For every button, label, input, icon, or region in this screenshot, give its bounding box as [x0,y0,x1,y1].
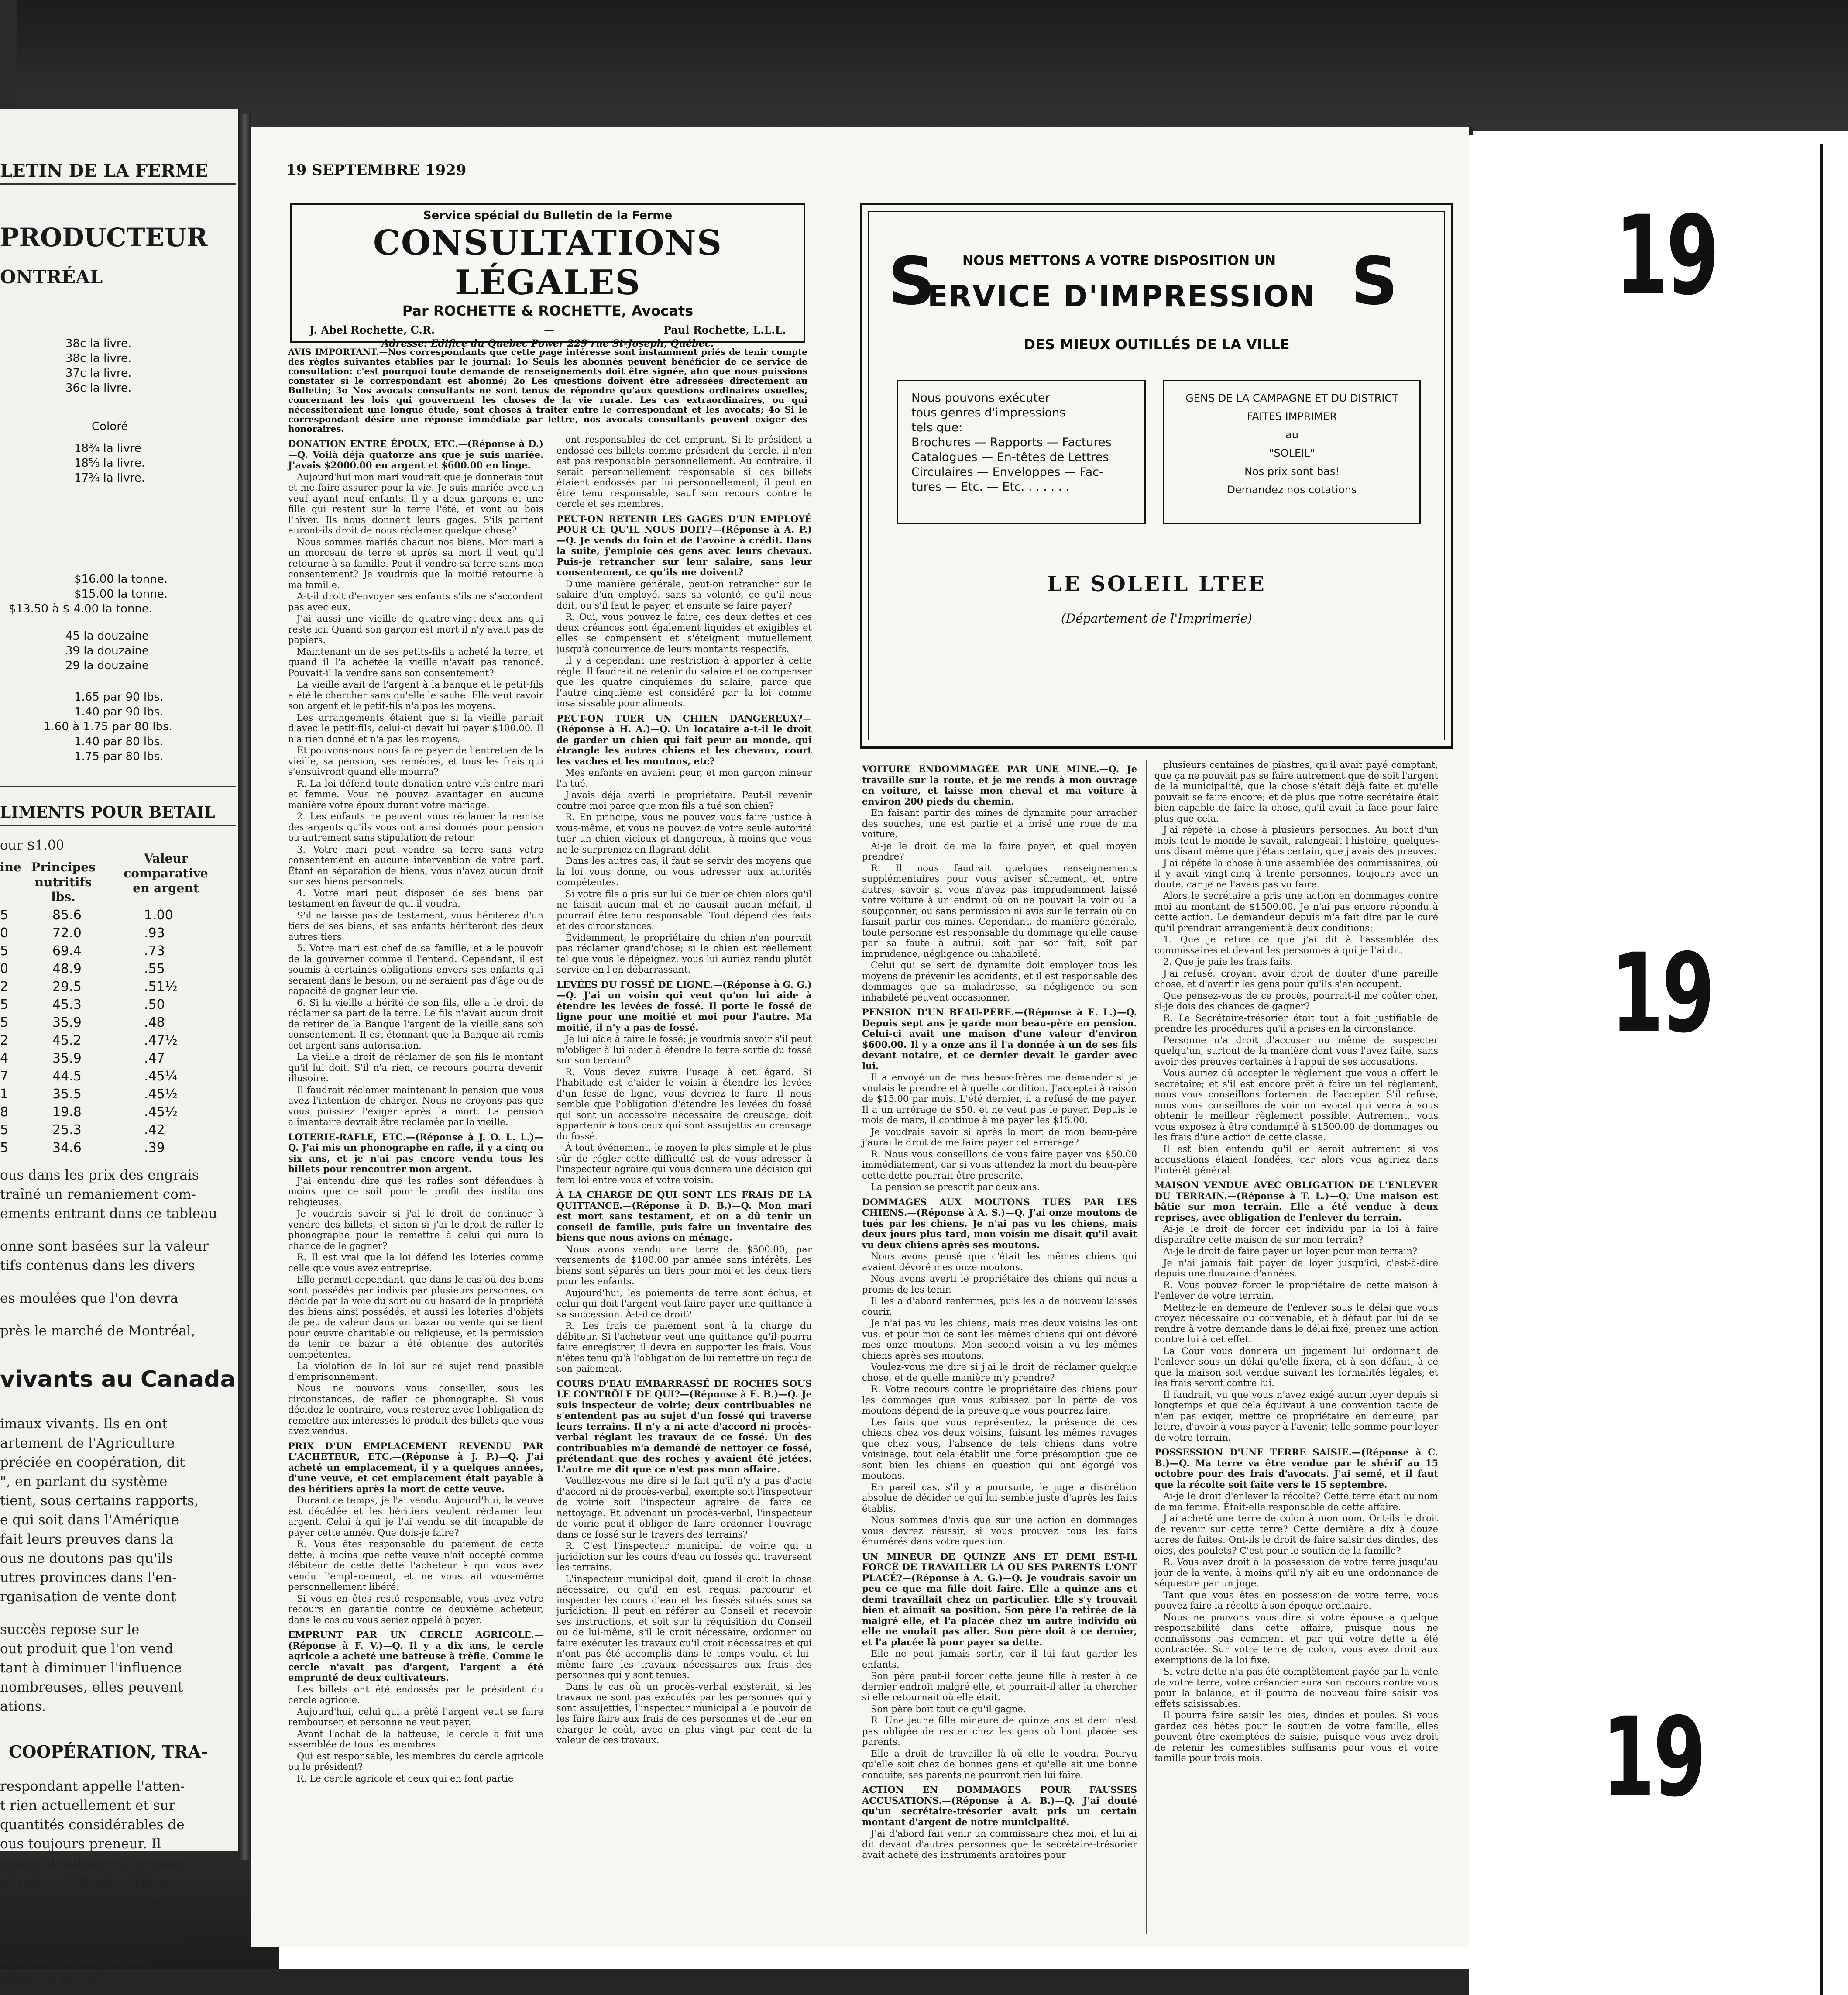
table-header-3: Valeur comparative en argent [124,851,208,895]
question-heading: LOTERIE-RAFLE, ETC.—(Réponse à J. O. L. L.)—Q. J'ai mis un phonographe en rafle, il y a cinq ou six ans, et je n'ai pas encore vendu tous les billets pour rencontrer mon argent. [288,1131,543,1174]
text-line: tant à diminuer l'influence [0,1660,182,1676]
table-cell: 5 [0,908,9,923]
paragraph: Si votre dette n'a pas été complètement payée par la vente de votre terre, votre créancier aura son recours contre vous pour la balance, et il pourra de nouveau faire saisir vos effets saisissables. [1154,1666,1438,1709]
paragraph: Elle ne peut jamais sortir, car il lui faut garder les enfants. [862,1648,1137,1670]
column-4 [1154,760,1438,1765]
text-line: tures — Etc. — Etc. . . . . . . [911,480,1070,494]
table-cell: 1.00 [144,908,173,923]
table-cell: .45¼ [144,1069,178,1084]
question-heading: PEUT-ON RETENIR LES GAGES D'UN EMPLOYÉ POUR CE QU'IL NOUS DOIT?—(Réponse à A. P.)—Q. Je vends du foin et de l'avoine à crédit. Dans la suite, j'emploie ces gens avec leurs chevaux. Puis-je retrancher sur leur salaire, sans leur consentement, ce qu'ils me doivent? [556,513,812,578]
question-heading: UN MINEUR DE QUINZE ANS ET DEMI EST-IL FORCÉ DE TRAVAILLER LÀ OÙ SES PARENTS L'ONT PLACÉ?—(Réponse à A. G.)—Q. Je voudrais savoir un peu ce que ma fille doit faire. Elle a quinze ans et demi travaillait chez un particulier. Elle s'y trouvait bien et aimait sa position. Son père l'a retirée de là malgré elle, et l'a placée chez un autre individu où elle ne voulait pas aller. Son père doit à ce dernier, et l'a placée là pour payer sa dette. [862,1551,1137,1648]
text-line: tifs contenus dans les divers [0,1258,195,1273]
table-cell: 69.4 [52,943,82,959]
table-cell: 4 [0,1051,9,1066]
paragraph: J'ai acheté une terre de colon à mon nom. Ont-ils le droit de revenir sur cette terre? Cette dernière a dix à douze acres de faites. Ont-ils le droit de faire saisir des dindes, des oies, des poulets? C'est pour le soutien de la famille? [1154,1513,1438,1556]
paragraph: R. Vous avez droit à la possession de votre terre jusqu'au jour de la vente, à moins qu'il n'y ait eu une ordonnance de séquestre par un juge. [1154,1557,1438,1589]
lawyer-name-1: J. Abel Rochette, C.R. [309,323,435,336]
left-rule [0,825,236,826]
text-line: artement de l'Agriculture [0,1435,175,1451]
lawyer-names [292,323,804,336]
ad-contact-lines [1173,389,1411,499]
service-label: Service spécial du Bulletin de la Ferme [423,209,673,222]
text-line: ous dans les prix des engrais [0,1167,199,1183]
left-rule [0,183,236,185]
text-line: s du lac St-Jean et du [0,1951,146,1967]
text-line: fait leurs preuves dans la [0,1531,174,1547]
text-line [0,1606,199,1620]
left-heading-montreal: ONTRÉAL [0,266,103,288]
paragraph: Durant ce temps, je l'ai vendu. Aujourd'hui, la veuve est décédée et les héritiers veulent réclamer leur argent. Celui à qui je l'ai vendu se dit incapable de payer cette année. Que dois-je faire? [288,1495,543,1538]
paragraph: La violation de la loi sur ce sujet rend passible d'emprisonnement. [288,1361,543,1382]
question-heading: LEVÉES DU FOSSÉ DE LIGNE.—(Réponse à G. G.)—Q. J'ai un voisin qui veut qu'on lui aide à étendre les levées de fossé. Il porte le fossé de ligne pour une moitié et moi pour l'autre. Ma moitié, il n'y a pas de fossé. [556,979,812,1033]
paragraph: Elle permet cependant, que dans le cas où des biens sont possédés par indivis par plusieurs personnes, on décide par la voie du sort ou du hasard de la propriété des biens ainsi possédés, et aussi les loteries d'objets de peu de valeur dans un bazar ou vente qui se tient pour œuvre charitable ou religieuse, et la permission de tenir ce bazar a été obtenue des autorités compétentes. [288,1274,543,1360]
paragraph: Il les a d'abord renfermés, puis les a de nouveau laissés courir. [862,1296,1137,1317]
left-running-head: LETIN DE LA FERME [0,161,208,181]
text-line: GENS DE LA CAMPAGNE ET DU DISTRICT [1185,392,1398,404]
text-line: "SOLEIL" [1269,447,1315,459]
table-cell: 85.6 [52,908,82,923]
text-line: Demandez nos cotations [1227,484,1357,496]
paragraph: 1. Que je retire ce que j'ai dit à l'assemblée des commissaires et devant les personnes à qui je l'ai dit. [1154,934,1438,956]
paragraph: R. Oui, vous pouvez le faire, ces deux dettes et ces deux créances sont également liquides et exigibles et elles se compensent et s'éteignent mutuellement jusqu'à concurrence de leurs montants respectifs. [556,612,812,654]
table-cell: .42 [144,1122,165,1138]
paragraph: Ai-je le droit de faire payer un loyer pour mon terrain? [1163,1246,1418,1256]
paragraph: Si vous en êtes resté responsable, vous avez votre recours en garantie contre ce deuxième acheteur, dans le cas où vous seriez appelé à payer. [288,1593,543,1625]
table-cell: .45½ [144,1087,178,1102]
paragraph: J'ai entendu dire que les rafles sont défendues à moins que ce soit pour le profit des institutions religieuses. [288,1175,543,1207]
table-cell: 35.9 [52,1015,82,1030]
paragraph: D'une manière générale, peut-on retrancher sur le salaire d'un employé, sans sa volonté, ce qu'il nous doit, ou s'il faut le payer, et ensuite se faire payer? [556,578,812,611]
paragraph: R. Vous pouvez forcer le propriétaire de cette maison à l'enlever de votre terrain. [1154,1280,1438,1301]
main-page [251,127,1469,1947]
price-line: 1.60 à 1.75 par 80 lbs. [44,720,172,733]
paragraph: Il pourra faire saisir les oies, dindes et poules. Si vous gardez ces bêtes pour le soutien de votre famille, elles peuvent être exemptées de saisie, puisque vous avez droit de retenir les comestibles suffisants pour vous et votre famille pour trois mois. [1154,1710,1438,1763]
text-line: près le marché de Montréal, [0,1323,196,1339]
question-heading: MAISON VENDUE AVEC OBLIGATION DE L'ENLEVER DU TERRAIN.—(Réponse à T. L.)—Q. Une maison est bâtie sur mon terrain. Elle a été vendue à deux reprises, avec obligation de l'enlever du terrain. [1154,1180,1438,1223]
text-line: onne sont basées sur la valeur [0,1238,209,1254]
paragraph: J'ai aussi une vieille de quatre-vingt-deux ans qui reste ici. Quand son garçon est mort il n'y avait pas de papiers. [288,613,543,645]
price-line: 37c la livre. [65,367,132,380]
aliments-title: LIMENTS POUR BETAIL [0,803,215,822]
text-line: Nos prix sont bas! [1244,465,1340,478]
table-cell: 8 [0,1104,9,1120]
text-line: utres provinces dans l'en- [0,1570,177,1586]
text-line: tient, sous certains rapports, [0,1493,199,1509]
text-line: préciée en coopération, dit [0,1455,185,1470]
paragraph: Si votre fils a pris sur lui de tuer ce chien alors qu'il ne faisait aucun mal et ne causait aucun méfait, il pourrait être tenu responsable. Tout dépend des faits et des circonstances. [556,888,812,931]
paragraph: Les billets ont été endossés par le président du cercle agricole. [288,1684,543,1705]
paragraph: La Cour vous donnera un jugement lui ordonnant de l'enlever sous un délai qu'elle fixera, et à son défaut, à ce que la maison soit vendue suivant les formalités légales; et les frais seront contre lui. [1154,1345,1438,1388]
paragraph: Alors le secrétaire a pris une action en dommages contre moi au montant de $1500.00. Je n'ai pas encore répondu à cette action. Le demandeur depuis m'a fait dire par le curé qu'il prendrait arrangement à deux conditions: [1154,891,1438,933]
left-partial-page [0,109,240,1986]
ad-big-s-left: S [888,244,936,320]
table-cell: 44.5 [52,1069,82,1084]
paragraph: Les arrangements étaient que si la vieille partait d'avec le petit-fils, celui-ci devait lui payer $100.00. Il n'a rien donné et n'a pas les moyens. [288,712,543,744]
text-line: out produit que l'on vend [0,1641,173,1657]
table-cell: 19.8 [52,1104,82,1120]
important-notice: AVIS IMPORTANT.—Nos correspondants que cette page intéresse sont instamment priés de tenir compte des règles suivantes établies par le journal: 1o Seuls les abonnés peuvent bénéficier de ce service de consultation: c'est pourquoi toute demande de renseignements doit être signée, afin que nous puissions constater si le correspondant est abonné; 2o Les questions doivent être adressées directement au Bulletin; 3o Nos avocats consultants ne sont tenus de répondre qu'aux questions ordinaires usuelles, concernant les lois qui gouvernent les choses de la vie rurale. Les cas extraordinaires, ou qui nécessiteraient une longue étude, sont choses à traiter entre le correspondant et les avocats; 4o Si le correspondant désire une réponse immédiate par lettre, nos avocats consultants peuvent exiger des honoraires. [288,347,807,434]
paragraph: L'inspecteur municipal doit, quand il croit la chose nécessaire, ou qu'il en est requis, parcourir et inspecter les cours d'eau et les fossés situés sous sa juridiction. Il peut en référer au Conseil et recevoir ses instructions, et soit sur la réquisition du Conseil ou de lui-même, s'il le croit nécessaire, ordonner ou faire exécuter les travaux qu'il croit nécessaires et qui n'ont pas été accomplis dans le temps voulu, et lui-même faire les travaux nécessaires aux frais des personnes qui y sont tenues. [556,1573,812,1680]
text-line: t rien actuellement et sur [0,1798,175,1813]
paragraph: 5. Votre mari est chef de sa famille, et a le pouvoir de la gouverner comme il l'entend. Cependant, il est soumis à certaines obligations envers ses enfants qui seraient dans le besoin, ou ne seraient pas d'âge ou de capacité de gagner leur vie. [288,943,543,996]
price-line: 38c la livre. [65,337,132,350]
text-line: ations. [0,1699,46,1714]
column-3 [862,760,1137,1861]
table-cell: .47½ [144,1033,178,1048]
frame-border-line [1820,144,1823,1995]
table-cell: .55 [144,961,165,977]
text-line: it ainsi facilement doubler [0,1932,181,1948]
paragraph: Son père peut-il forcer cette jeune fille à rester à ce dernier endroit malgré elle, et pourrait-il aller la chercher si elle retournait où elle était. [862,1671,1137,1703]
price-list-3 [9,572,168,616]
paragraph: Il a envoyé un de mes beaux-frères me demander si je voulais le prendre et à quelle condition. J'acceptai à raison de $15.00 par mois. L'été dernier, il a refusé de me payer. Il a un arrérage de $50. et ne veut pas le payer. Depuis le mois de mars, il continue à me payer les $15.00. [862,1072,1137,1125]
paragraph: 6. Si la vieille a hérité de son fils, elle a le droit de réclamer sa part de la terre. Le fils n'avait aucun droit de retirer de la Banque l'argent de la vieille sans son consentement. Il est étonnant que la Banque ait remis cet argent sans autorisation. [288,997,543,1051]
lawyer-name-2: Paul Rochette, L.L.L. [663,323,786,336]
paragraph: Veuillez-vous me dire si le fait qu'il n'y a pas d'acte d'accord ni de procès-verbal, exempte soit l'inspecteur de voirie soit l'inspecteur agraire de faire ce nettoyage. Et advenant un procès-verbal, l'inspecteur de voirie peut-il obliger de faire ordonner l'ouvrage dans ce fossé sur le travers des terrains? [556,1476,812,1540]
table-cell: 7 [0,1069,9,1084]
paragraph: En pareil cas, s'il y a poursuite, le juge a discrétion absolue de décider ce qui lui semble juste d'après les faits établis. [862,1482,1137,1514]
price-list-4 [65,629,149,673]
paragraph: Aujourd'hui mon mari voudrait que je donnerais tout et me faire assurer pour la vie. Je suis mariée avec un veuf ayant neuf enfants. Il y a deux garçons et une fille qui restent sur la terre l'été, et vont au bois l'hiver. Ils nous donnent leurs gages. S'ils partent auront-ils droit de nous réclamer quelque chose? [288,471,543,536]
frame-number-middle: 19 [1611,930,1714,1057]
paragraph: Nous avons vendu une terre de $500.00, par versements de $100.00 par année sans intérêts. Les biens sont séparés un tiers pour moi et les deux tiers pour les enfants. [556,1244,812,1286]
table-cell: .50 [144,997,165,1012]
paragraph: R. Une jeune fille mineure de quinze ans et demi n'est pas obligée de rester chez les gens où l'ont placée ses parents. [862,1715,1137,1747]
text-line: nombreuses, elles peuvent [0,1679,183,1695]
paragraph: R. Le Secrétaire-trésorier était tout à fait justifiable de prendre les procédures qu'il a prises en la circonstance. [1154,1012,1438,1034]
question-heading: ACTION EN DOMMAGES POUR FAUSSES ACCUSATIONS.—(Réponse à A. B.)—Q. J'ai douté qu'un secrétaire-trésorier avait pris un certain montant d'argent de notre municipalité. [862,1784,1137,1827]
table-cell: .39 [144,1140,165,1156]
table-cell: .51½ [144,979,178,994]
company-department: (Département de l'Imprimerie) [1061,611,1252,626]
paragraph: Je n'ai jamais fait payer de loyer jusqu'ici, c'est-à-dire depuis une douzaine d'années. [1154,1257,1438,1279]
paragraph: Mes enfants en avaient peur, et mon garçon mineur l'a tué. [556,767,812,789]
table-cell: 72.0 [52,925,82,941]
price-line: 1.40 par 90 lbs. [74,705,164,719]
paragraph: Il faudrait, vu que vous n'avez exigé aucun loyer depuis si longtemps et que cela équivaut à une convention tacite de n'en pas exiger, mettre ce propriétaire en demeure, par lettre, d'avoir à vous payer à l'avenir, telle somme pour loyer de votre terrain. [1154,1389,1438,1443]
price-line: $13.50 à $ 4.00 la tonne. [9,602,153,616]
table-cell: .73 [144,943,165,959]
paragraph: Celui qui se sert de dynamite doit employer tous les moyens de prévenir les accidents, et il est responsable des dommages que sa maladresse, sa négligence ou son inhabileté peuvent occasionner. [862,960,1137,1003]
paragraph: Nous sommes d'avis que sur une action en dommages vous devrez réussir, si vous prouvez tous les faits énumérés dans votre question. [862,1515,1137,1547]
paragraph: Dans le cas où un procès-verbal existerait, si les travaux ne sont pas exécutés par les personnes qui y sont assujetties, l'inspecteur municipal a le pouvoir de les faire faire aux frais de ces personnes et de leur en charger le coût, avec en plus vingt par cent de la valeur de ces travaux. [556,1681,812,1745]
vivants-text [0,1414,199,1716]
paragraph: 3. Votre mari peut vendre sa terre sans votre consentement en aucune intervention de votre part. Étant en séparation de biens, vous n'avez aucun droit sur ses biens personnels. [288,844,543,887]
table-cell: .93 [144,925,165,941]
name-separator: — [544,323,555,336]
paragraph: Avant l'achat de la batteuse, le cercle a fait une assemblée de tous les membres. [288,1728,543,1750]
paragraph: plusieurs centaines de piastres, qu'il avait payé comptant, que ça ne pouvait pas se faire autrement que de soit l'argent de la municipalité, que la chose s'était déjà faite et qu'elle pouvait se faire encore; et de plus que notre secrétaire était bien capable de faire la chose, qu'il avait la face pour faire plus que cela. [1154,760,1438,824]
text-line: pération délicate, évidem- [0,1875,179,1890]
table-header-2: Principes nutritifs lbs. [31,860,96,904]
price-line: 1.75 par 80 lbs. [74,750,164,763]
ad-services-lines [911,391,1131,495]
paragraph: Ai-je le droit de me la faire payer, et quel moyen prendre? [862,840,1137,862]
table-cell: 2 [0,979,9,994]
paragraph: Mettez-le en demeure de l'enlever sous le délai que vous croyez nécessaire ou convenable, et à défaut par lui de se rendre à votre demande dans le délai fixé, prenez une action contre lui à cet effet. [1154,1302,1438,1345]
paragraph: Voulez-vous me dire si j'ai le droit de réclamer quelque chose, et de quelle manière m'y prendre? [862,1362,1137,1383]
ad-top-line: NOUS METTONS A VOTRE DISPOSITION UN [962,253,1276,268]
question-heading: DOMMAGES AUX MOUTONS TUÉS PAR LES CHIENS.—(Réponse à A. S.)—Q. J'ai onze moutons de tués par les chiens. Je n'ai pas vu les chiens, mais deux jours plus tard, mon voisin me disait qu'il avait vu deux chiens après ses moutons. [862,1196,1137,1250]
paragraph: Il y a cependant une restriction à apporter à cette règle. Il faudrait ne retenir du salaire et ne compenser que les quatre cinquièmes du salaire, parce que l'autre cinquième est considéré par la loi comme insaisissable pour aliments. [556,655,812,709]
table-cell: .47 [144,1051,165,1066]
printing-service-ad [860,203,1453,749]
ad-big-s-right: S [1351,244,1398,320]
ad-services-box [897,380,1146,524]
paragraph: Je voudrais savoir si après la mort de mon beau-père j'aurai le droit de me faire payer cet arrérage? [862,1126,1137,1148]
ad-subtitle: DES MIEUX OUTILLÉS DE LA VILLE [1024,336,1290,353]
price-list-1 [65,336,131,396]
frame-number-bottom: 19 [1602,1694,1705,1821]
price-list-5 [9,690,172,764]
paragraph: J'ai répété la chose à une assemblée des commissaires, où il y avait vingt-cinq à trente personnes, toujours avec un doute, car je ne l'avais pas vu faire. [1154,857,1438,890]
paragraph: R. Votre recours contre le propriétaire des chiens pour les dommages que vous subissez par la perte de vos moutons dépend de la preuve que vous pourrez faire. [862,1384,1137,1416]
paragraph: R. Nous vous conseillons de vous faire payer vos $50.00 immédiatement, car si vous attendez la mort du beau-père cette dette pourrait être prescrite. [862,1149,1137,1181]
table-cell: 5 [0,1015,9,1030]
paragraph: J'ai refusé, croyant avoir droit de douter d'une pareille chose, et d'avertir les gens pour qu'ils s'en occupent. [1154,968,1438,989]
text-line: ements entrant dans ce tableau [0,1206,217,1221]
table-cell: 45.3 [52,997,82,1012]
price-line: 29 la douzaine [65,659,149,672]
paragraph: Évidemment, le propriétaire du chien n'en pourrait pas réclamer grand'chose; si le chien est réellement tel que vous le dépeignez, vous lui auriez rendu plutôt service en l'en débarrassant. [556,932,812,975]
paragraph: R. Il nous faudrait quelques renseignements supplémentaires pour vous aviser sûrement, et, entre autres, savoir si vous n'avez pas imprudemment laissé votre voiture à un endroit où on ne pouvait la voir ou la soupçonner, ou sans permission ni avis sur le terrain où on faisait partir ces mines. Cependant, de manière générale, toute personne est responsable du dommage qu'elle cause par sa faute à autrui, soit par son fait, soit par imprudence, négligence ou inhabileté. [862,863,1137,959]
paragraph: Vous auriez dû accepter le règlement que vous a offert le secrétaire; et s'il est encore prêt à faire un tel règlement, nous vous conseillons fortement de l'accepter. S'il refuse, nous vous conseillons de voir un avocat qui verra à vous obtenir le meilleur règlement possible. Autrement, vous vous exposez à être condamné à $1500.00 de dommages ou les frais d'une action de cette classe. [1154,1068,1438,1142]
text-line: tels que: [911,421,963,434]
table-cell: 29.5 [52,979,82,994]
question-heading: PENSION D'UN BEAU-PÈRE.—(Réponse à E. L.)—Q. Depuis sept ans je garde mon beau-père en pension. Celui-ci avait une maison d'une valeur d'environ $600.00. Il y a onze ans il l'a donnée à un de ses fils devant notaire, et ce dernier devait le garder avec lui. [862,1007,1137,1071]
text-line: respondant appelle l'atten- [0,1778,185,1794]
text-line: ans doute, par des experts [0,1894,182,1909]
paragraph: Les faits que vous représentez, la présence de ces chiens chez vos deux voisins, faisant les mêmes ravages que chez vous, l'absence de tels chiens dans votre voisinage, tout cela établit une forte présomption que ce sont bien les chiens en question qui ont égorgé vos moutons. [862,1417,1137,1481]
paragraph: J'ai répété la chose à plusieurs personnes. Au bout d'un mois tout le monde le savait, ralongeait l'histoire, quelques-uns disant même que j'étais certain, que j'avais des preuves. [1154,825,1438,856]
text-line: l'exploitation forestière et [0,1913,179,1929]
text-line: succès repose sur le [0,1622,140,1637]
text-line: Catalogues — En-têtes de Lettres [911,451,1109,464]
text-line: enses étendues où ne pous- [0,1855,189,1871]
paragraph: Dans les autres cas, il faut se servir des moyens que la loi vous donne, ou vous adresser aux autorités compétentes. [556,856,812,887]
table-cell: 5 [0,1140,9,1156]
text-line: ndier ce projet. [0,1971,106,1986]
paragraph: Je lui aide à faire le fossé; je voudrais savoir s'il peut m'obliger à lui aider à étendre la terre sortie du fossé sur son terrain? [556,1034,812,1066]
question-heading: EMPRUNT PAR UN CERCLE AGRICOLE.—(Réponse à F. V.)—Q. Il y a dix ans, le cercle agricole a acheté une batteuse à trèfle. Comme le cercle n'avait pas d'argent, l'argent a été emprunté de deux cultivateurs. [288,1629,543,1683]
question-heading: POSSESSION D'UNE TERRE SAISIE.—(Réponse à C. B.)—Q. Ma terre va être vendue par le shérif au 15 octobre pour des frais d'avocats. J'ai semé, et il faut que la récolte soit faite vers le 15 septembre. [1154,1447,1438,1490]
paragraph: La vieille a droit de réclamer de son fils le montant qu'il lui doit. S'il n'a rien, ce recours pourra devenir illusoire. [288,1052,543,1083]
text-line: imaux vivants. Ils en ont [0,1416,168,1432]
paragraph: Nous avons averti le propriétaire des chiens qui nous a promis de les tenir. [862,1273,1137,1295]
price-line: 45 la douzaine [65,629,149,643]
price-list-2 [74,441,145,485]
table-cell: 0 [0,925,9,941]
paragraph: Nous avons pensé que c'était les mêmes chiens qui avaient dévoré mes onze moutons. [862,1251,1137,1273]
frame-number-top: 19 [1615,192,1718,319]
paragraph: Nous ne pouvons vous conseiller, sous les circonstances, de rafler ce phonographe. Si vous décidez le contraire, vous resterez avec l'obligation de remettre aux intéressés le produit des billets que vous avez vendus. [288,1383,543,1436]
text-line: ", en parlant du système [0,1474,168,1489]
question-heading: VOITURE ENDOMMAGÉE PAR UNE MINE.—Q. Je travaille sur la route, et je me rends à mon ouvrage en voiture, et laisse mon cheval et ma voiture à environ 200 pieds du chemin. [862,764,1137,807]
vivants-title: vivants au Canada [0,1366,236,1393]
text-line [0,1223,217,1237]
table-cell: 35.9 [52,1051,82,1066]
notes-block [0,1166,217,1341]
question-heading: COURS D'EAU EMBARRASSÉ DE ROCHES SOUS LE CONTRÔLE DE QUI?—(Réponse à E. B.)—Q. Je suis inspecteur de voirie; deux contribuables ne s'entendent pas au sujet d'un fossé qui traverse leurs terrains. Il n'y a ni acte d'accord ni procès-verbal réglant les travaux de ce fossé. Un des contribuables m'a demandé de nettoyer ce fossé, prétendant que des roches y avaient été jetées. L'autre me dit que ce n'est pas mon affaire. [556,1378,812,1475]
table-cell: 5 [0,943,9,959]
paragraph: ont responsables de cet emprunt. Si le président a endossé ces billets comme président du cercle, il n'en est pas responsable personnellement. Au contraire, il serait personnellement responsable si ces billets étaient endossés par lui personnellement; il peut en être tenu responsable, sauf son recours contre le cercle et ses membres. [556,434,812,509]
paragraph: R. La loi défend toute donation entre vifs entre mari et femme. Vous ne pouvez avantager en aucune manière votre époux durant votre mariage. [288,778,543,810]
table-cell: 1 [0,1087,9,1102]
text-line: ous toujours preneur. Il [0,1836,161,1852]
paragraph: R. Le cercle agricole et ceux qui en font partie [297,1773,514,1784]
paragraph: A-t-il droit d'envoyer ses enfants s'ils ne s'accordent pas avec eux. [288,591,543,612]
question-heading: DONATION ENTRE ÉPOUX, ETC.—(Réponse à D.)—Q. Voilà déjà quatorze ans que je suis mariée. J'avais $2000.00 en argent et $600.00 en linge. [288,438,543,471]
table-cell: 5 [0,1122,9,1138]
film-border-bottom [0,1969,1484,1995]
price-line: $16.00 la tonne. [74,573,168,586]
text-line: traîné un remaniement com- [0,1187,196,1202]
paragraph: À tout événement, le moyen le plus simple et le plus sûr de régler cette difficulté est de vous adresser à l'inspecteur agraire qui vous donnera une décision qui fera loi entre vous et votre voisin. [556,1142,812,1185]
text-line: Brochures — Rapports — Factures [911,436,1112,449]
film-border-top [0,0,1848,131]
column-rule [1146,760,1147,1934]
table-header-1: ine [0,860,21,874]
price-line: 38c la livre. [65,352,132,365]
paragraph: Que pensez-vous de ce procès, pourrait-il me coûter cher, si-je dois des chances de gagner? [1154,990,1438,1011]
consultations-title: CONSULTATIONS LÉGALES [373,223,723,303]
paragraph: S'il ne laisse pas de testament, vous hériterez d'un tiers de ses biens, et ses enfants hériteront des deux autres tiers. [288,910,543,942]
text-line: FAITES IMPRIMER [1247,410,1337,423]
paragraph: Elle a droit de travailler là où elle le voudra. Pourvu qu'elle soit chez de bonnes gens et qu'elle ait une bonne conduite, ses parents ne pourront rien lui faire. [862,1748,1137,1780]
table-cell: 35.5 [52,1087,82,1102]
paragraph: 4. Votre mari peut disposer de ses biens par testament en faveur de qui il voudra. [288,887,543,909]
text-line: quantités considérables de [0,1817,185,1833]
paragraph: Et pouvons-nous nous faire payer de l'entretien de la vieille, sa pension, ses remèdes, et tous les frais qui s'ensuivront quand elle mourra? [288,745,543,777]
lawyer-address: Adresse: Edifice du Quebec Power 229 rue St-Joseph, Québec. [381,338,714,349]
text-line: Circulaires — Enveloppes — Fac- [911,465,1103,479]
paragraph: En faisant partir des mines de dynamite pour arracher des souches, une est partie et a brisé une roue de ma voiture. [862,808,1137,839]
text-line [0,1275,217,1289]
price-line: 1.40 par 80 lbs. [74,735,164,748]
paragraph: 2. Les enfants ne peuvent vous réclamer la remise des argents qu'ils vous ont ainsi donnés pour pension ou autrement sans stipulation de retour. [288,811,543,843]
paragraph: R. C'est l'inspecteur municipal de voirie qui a juridiction sur les cours d'eau ou fossés qui traversent les terrains. [556,1541,812,1572]
table-cell: 48.9 [52,961,82,977]
price-line: 39 la douzaine [65,644,149,657]
question-heading: À LA CHARGE DE QUI SONT LES FRAIS DE LA QUITTANCE.—(Réponse à D. B.)—Q. Mon mari est mort sans testament, et on a dû tenir un conseil de famille, puis faire un inventaire des biens que nous avions en ménage. [556,1189,812,1243]
text-line: rganisation de vente dont [0,1589,176,1605]
ad-service-word: ERVICE D'IMPRESSION [927,279,1316,314]
table-cell: .48 [144,1015,165,1030]
price-line: 18⅝ la livre. [74,457,145,470]
left-rule [0,786,236,787]
ad-contact-box [1163,380,1421,524]
table-cell: .45½ [144,1104,178,1120]
table-cell: 0 [0,961,9,977]
paragraph: La vieille avait de l'argent à la banque et le petit-fils a été le chercher sans qu'elle le sache. Elle veut ravoir son argent et le petit-fils n'a pas les moyens. [288,679,543,711]
price-line: 1.65 par 90 lbs. [74,691,164,704]
text-line: ous ne doutons pas qu'ils [0,1551,173,1566]
cooperation-text [0,1777,189,1988]
text-line: e qui soit dans l'Amérique [0,1512,179,1528]
table-cell: 25.3 [52,1122,82,1138]
paragraph: R. Vous êtes responsable du paiement de cette dette, à moins que cette veuve n'ait accepté comme débiteur de cette dette l'acheteur à qui vous avez vendu l'emplacement, et ne vous ait vous-même personnellement libéré. [288,1539,543,1592]
paragraph: Qui est responsable, les membres du cercle agricole ou le président? [288,1751,543,1772]
paragraph: Je voudrais savoir si j'ai le droit de continuer à vendre des billets, et sinon si j'ai le droit de rafler le phonographe pour le remettre à celui qui aura la chance de le gagner? [288,1208,543,1251]
paragraph: R. Il est vrai que la loi défend les loteries comme celle que vous avez entreprise. [288,1252,543,1273]
paragraph: Maintenant un de ses petits-fils a acheté la terre, et quand il l'a achetée la vieille n'avait pas renoncé. Pouvait-il la vendre sans son consentement? [288,646,543,678]
price-line: 18¾ la livre [74,442,141,455]
price-line: 36c la livre. [65,382,132,395]
paragraph: Nous sommes mariés chacun nos biens. Mon mari a un morceau de terre et après sa mort il veut qu'il retourne à sa famille. Peut-il vendre sa terre sans mon consentement? Je voudrais que la moitié retourne à ma famille. [288,537,543,590]
price-line: $15.00 la tonne. [74,588,168,601]
text-line [0,1308,217,1321]
text-line: es moulées que l'on devra [0,1290,179,1306]
column-1 [288,434,543,1785]
column-2 [556,434,812,1747]
table-cell: 2 [0,1033,9,1048]
paragraph: R. Les frais de paiement sont à la charge du débiteur. Si l'acheteur veut une quittance qu'il pourra faire enregistrer, il devra en supporter les frais. Vous n'êtes tenu qu'à l'obligation de lui remettre un reçu de son paiement. [556,1321,812,1374]
paragraph: Aujourd'hui, celui qui a prêté l'argent veut se faire rembourser, et personne ne veut payer. [288,1706,543,1727]
paragraph: J'ai d'abord fait venir un commissaire chez moi, et lui ai dit devant d'autres personnes que le secrétaire-trésorier avait acheté des instruments aratoires pour [862,1828,1137,1860]
cooperation-title: COOPÉRATION, TRA- [9,1742,208,1761]
page-date-header: 19 SEPTEMBRE 1929 [286,162,467,179]
price-label-colore: Coloré [92,420,128,433]
table-cell: 5 [0,997,9,1012]
consultations-header-box [290,203,805,349]
company-name: LE SOLEIL LTEE [1047,572,1266,596]
paragraph: Aujourd'hui, les paiements de terre sont échus, et celui qui doit l'argent veut faire payer une quittance à sa succession. À-t-il ce droit? [556,1287,812,1320]
text-line: Nous pouvons exécuter [911,391,1050,405]
paragraph: Ai-je le droit d'enlever la récolte? Cette terre était au nom de ma femme. Était-elle responsable de cette affaire. [1154,1491,1438,1512]
price-line: 17¾ la livre. [74,471,145,485]
paragraph: Il est bien entendu qu'il en serait autrement si vos accusations étaient fondées; car alors vous agiriez dans l'intérêt général. [1154,1143,1438,1176]
aliments-subtitle: our $1.00 [0,838,65,853]
paragraph: R. En principe, vous ne pouvez vous faire justice à vous-même, et vous ne pouvez de votre seule autorité tuer un chien vicieux et dangereux, à moins que vous ne le surpreniez en flagrant délit. [556,812,812,855]
table-cell: 45.2 [52,1033,82,1048]
paragraph: Nous ne pouvons vous dire si votre épouse a quelque responsabilité dans cette affaire, puisque nous ne connaissons pas comment et par qui votre dette a été contractée. Sur votre terre de colon, vous avez droit aux exemptions de la loi fixe. [1154,1612,1438,1665]
paragraph: R. Vous devez suivre l'usage à cet égard. Si l'habitude est d'aider le voisin à étendre les levées d'un fossé de ligne, vous devriez le faire. Il nous semble que l'obligation d'étendre les levées du fossé qui sont un accessoire nécessaire de creusage, doit appartenir à tous ceux qui sont assujettis au creusage du fossé. [556,1066,812,1142]
paragraph: Il faudrait réclamer maintenant la pension que vous avez l'intention de charger. Nous ne croyons pas que vous puissiez l'exiger après la mort. La pension alimentaire devrait être réclamée par la vieille. [288,1084,543,1127]
page-gutter [239,114,251,1860]
paragraph: Son père boit tout ce qu'il gagne. [871,1703,1026,1714]
paragraph: Je n'ai pas vu les chiens, mais mes deux voisins les ont vus, et pour moi ce sont les mêmes chiens qui ont dévoré mes onze moutons. Mon second voisin a vu les mêmes chiens après ses moutons. [862,1318,1137,1361]
text-line: au [1285,429,1298,441]
text-line: tous genres d'impressions [911,406,1066,420]
table-cell: 34.6 [52,1140,82,1156]
consultations-byline: Par ROCHETTE & ROCHETTE, Avocats [402,303,694,319]
question-heading: PEUT-ON TUER UN CHIEN DANGEREUX?—(Réponse à H. A.)—Q. Un locataire a-t-il le droit de garder un chien qui fait peur au monde, qui étrangle les autres chiens et les chevaux, court les vaches et les moutons, etc? [556,712,812,767]
question-heading: PRIX D'UN EMPLACEMENT REVENDU PAR L'ACHETEUR, ETC.—(Réponse à J. P.)—Q. J'ai acheté un emplacement, il y a quelques années, d'une veuve, et cet emplacement était payable à des héritiers après la mort de cette veuve. [288,1440,543,1494]
paragraph: La pension se prescrit par deux ans. [871,1182,1040,1192]
left-heading-producteur: PRODUCTEUR [0,223,208,252]
paragraph: J'avais déjà averti le propriétaire. Peut-il revenir contre moi parce que mon fils a tué son chien? [556,790,812,811]
paragraph: 2. Que je paie les frais faits. [1163,956,1293,967]
paragraph: Personne n'a droit d'accuser ou même de suspecter quelqu'un, surtout de la manière dont vous l'avez faite, sans avoir des preuves certaines à l'appui de ses accusations. [1154,1035,1438,1067]
paragraph: Tant que vous êtes en possession de votre terre, vous pouvez faire la récolte à son époque ordinaire. [1154,1589,1438,1611]
paragraph: Ai-je le droit de forcer cet individu par la loi à faire disparaître cette maison de sur mon terrain? [1154,1224,1438,1245]
